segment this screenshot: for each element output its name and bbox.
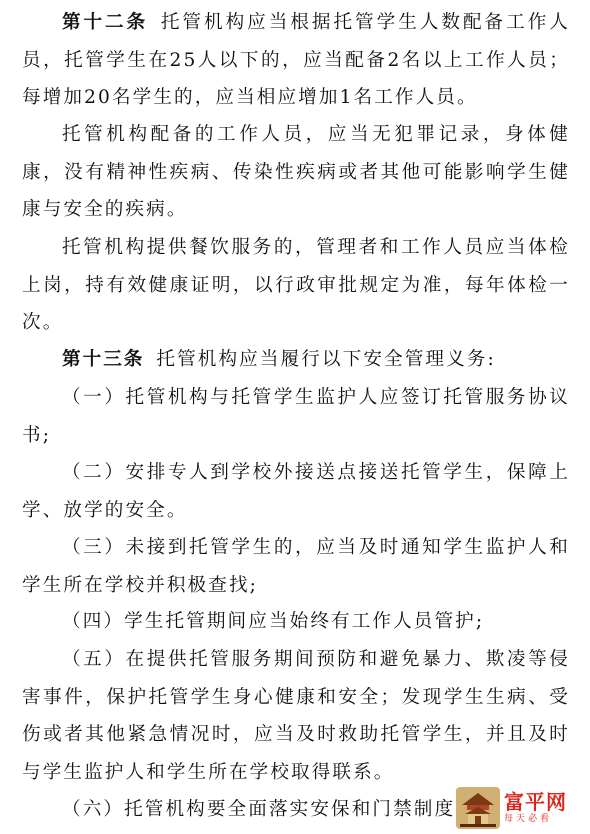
watermark-text bbox=[504, 792, 567, 824]
list-item-2: （二）安排专人到学校外接送点接送托管学生，保障上学、放学的安全。 bbox=[22, 462, 570, 521]
list-item-3: （三）未接到托管学生的，应当及时通知学生监护人和学生所在学校并积极查找; bbox=[22, 537, 570, 596]
article-12-title: 第十二条 bbox=[62, 12, 148, 33]
watermark-sub: 每天必看 bbox=[504, 814, 553, 824]
pagoda-logo-icon bbox=[456, 787, 500, 829]
article-12-text-1: 托管机构应当根据托管学生人数配备工作人员，托管学生在25人以下的，应当配备2名以上工作人员；每增加20名学生的，应当相应增加1名工作人员。 bbox=[22, 12, 570, 108]
article-13-title: 第十三条 bbox=[62, 349, 145, 370]
article-12-paragraph-1 bbox=[22, 4, 570, 117]
site-watermark bbox=[456, 786, 586, 830]
article-13-paragraph-intro bbox=[22, 341, 570, 379]
article-12-paragraph-3: 托管机构提供餐饮服务的，管理者和工作人员应当体检上岗，持有效健康证明，以行政审批规定为准，每年体检一次。 bbox=[22, 237, 570, 333]
list-item-5: （五）在提供托管服务期间预防和避免暴力、欺凌等侵害事件，保护托管学生身心健康和安全；发现学生生病、受伤或者其他紧急情况时，应当及时救助托管学生，并且及时与学生监护人和学生所在学校取得联系。 bbox=[22, 649, 570, 783]
list-item-6: （六）托管机构要全面落实安保和门禁制度 bbox=[62, 799, 456, 820]
article-13-intro: 托管机构应当履行以下安全管理义务: bbox=[156, 349, 496, 370]
watermark-main: 富平网 bbox=[504, 790, 567, 814]
article-12-paragraph-2: 托管机构配备的工作人员，应当无犯罪记录，身体健康，没有精神性疾病、传染性疾病或者其他可能影响学生健康与安全的疾病。 bbox=[22, 124, 570, 220]
list-item-4: （四）学生托管期间应当始终有工作人员管护; bbox=[62, 611, 485, 632]
list-item-1: （一）托管机构与托管学生监护人应签订托管服务协议书; bbox=[22, 387, 570, 446]
